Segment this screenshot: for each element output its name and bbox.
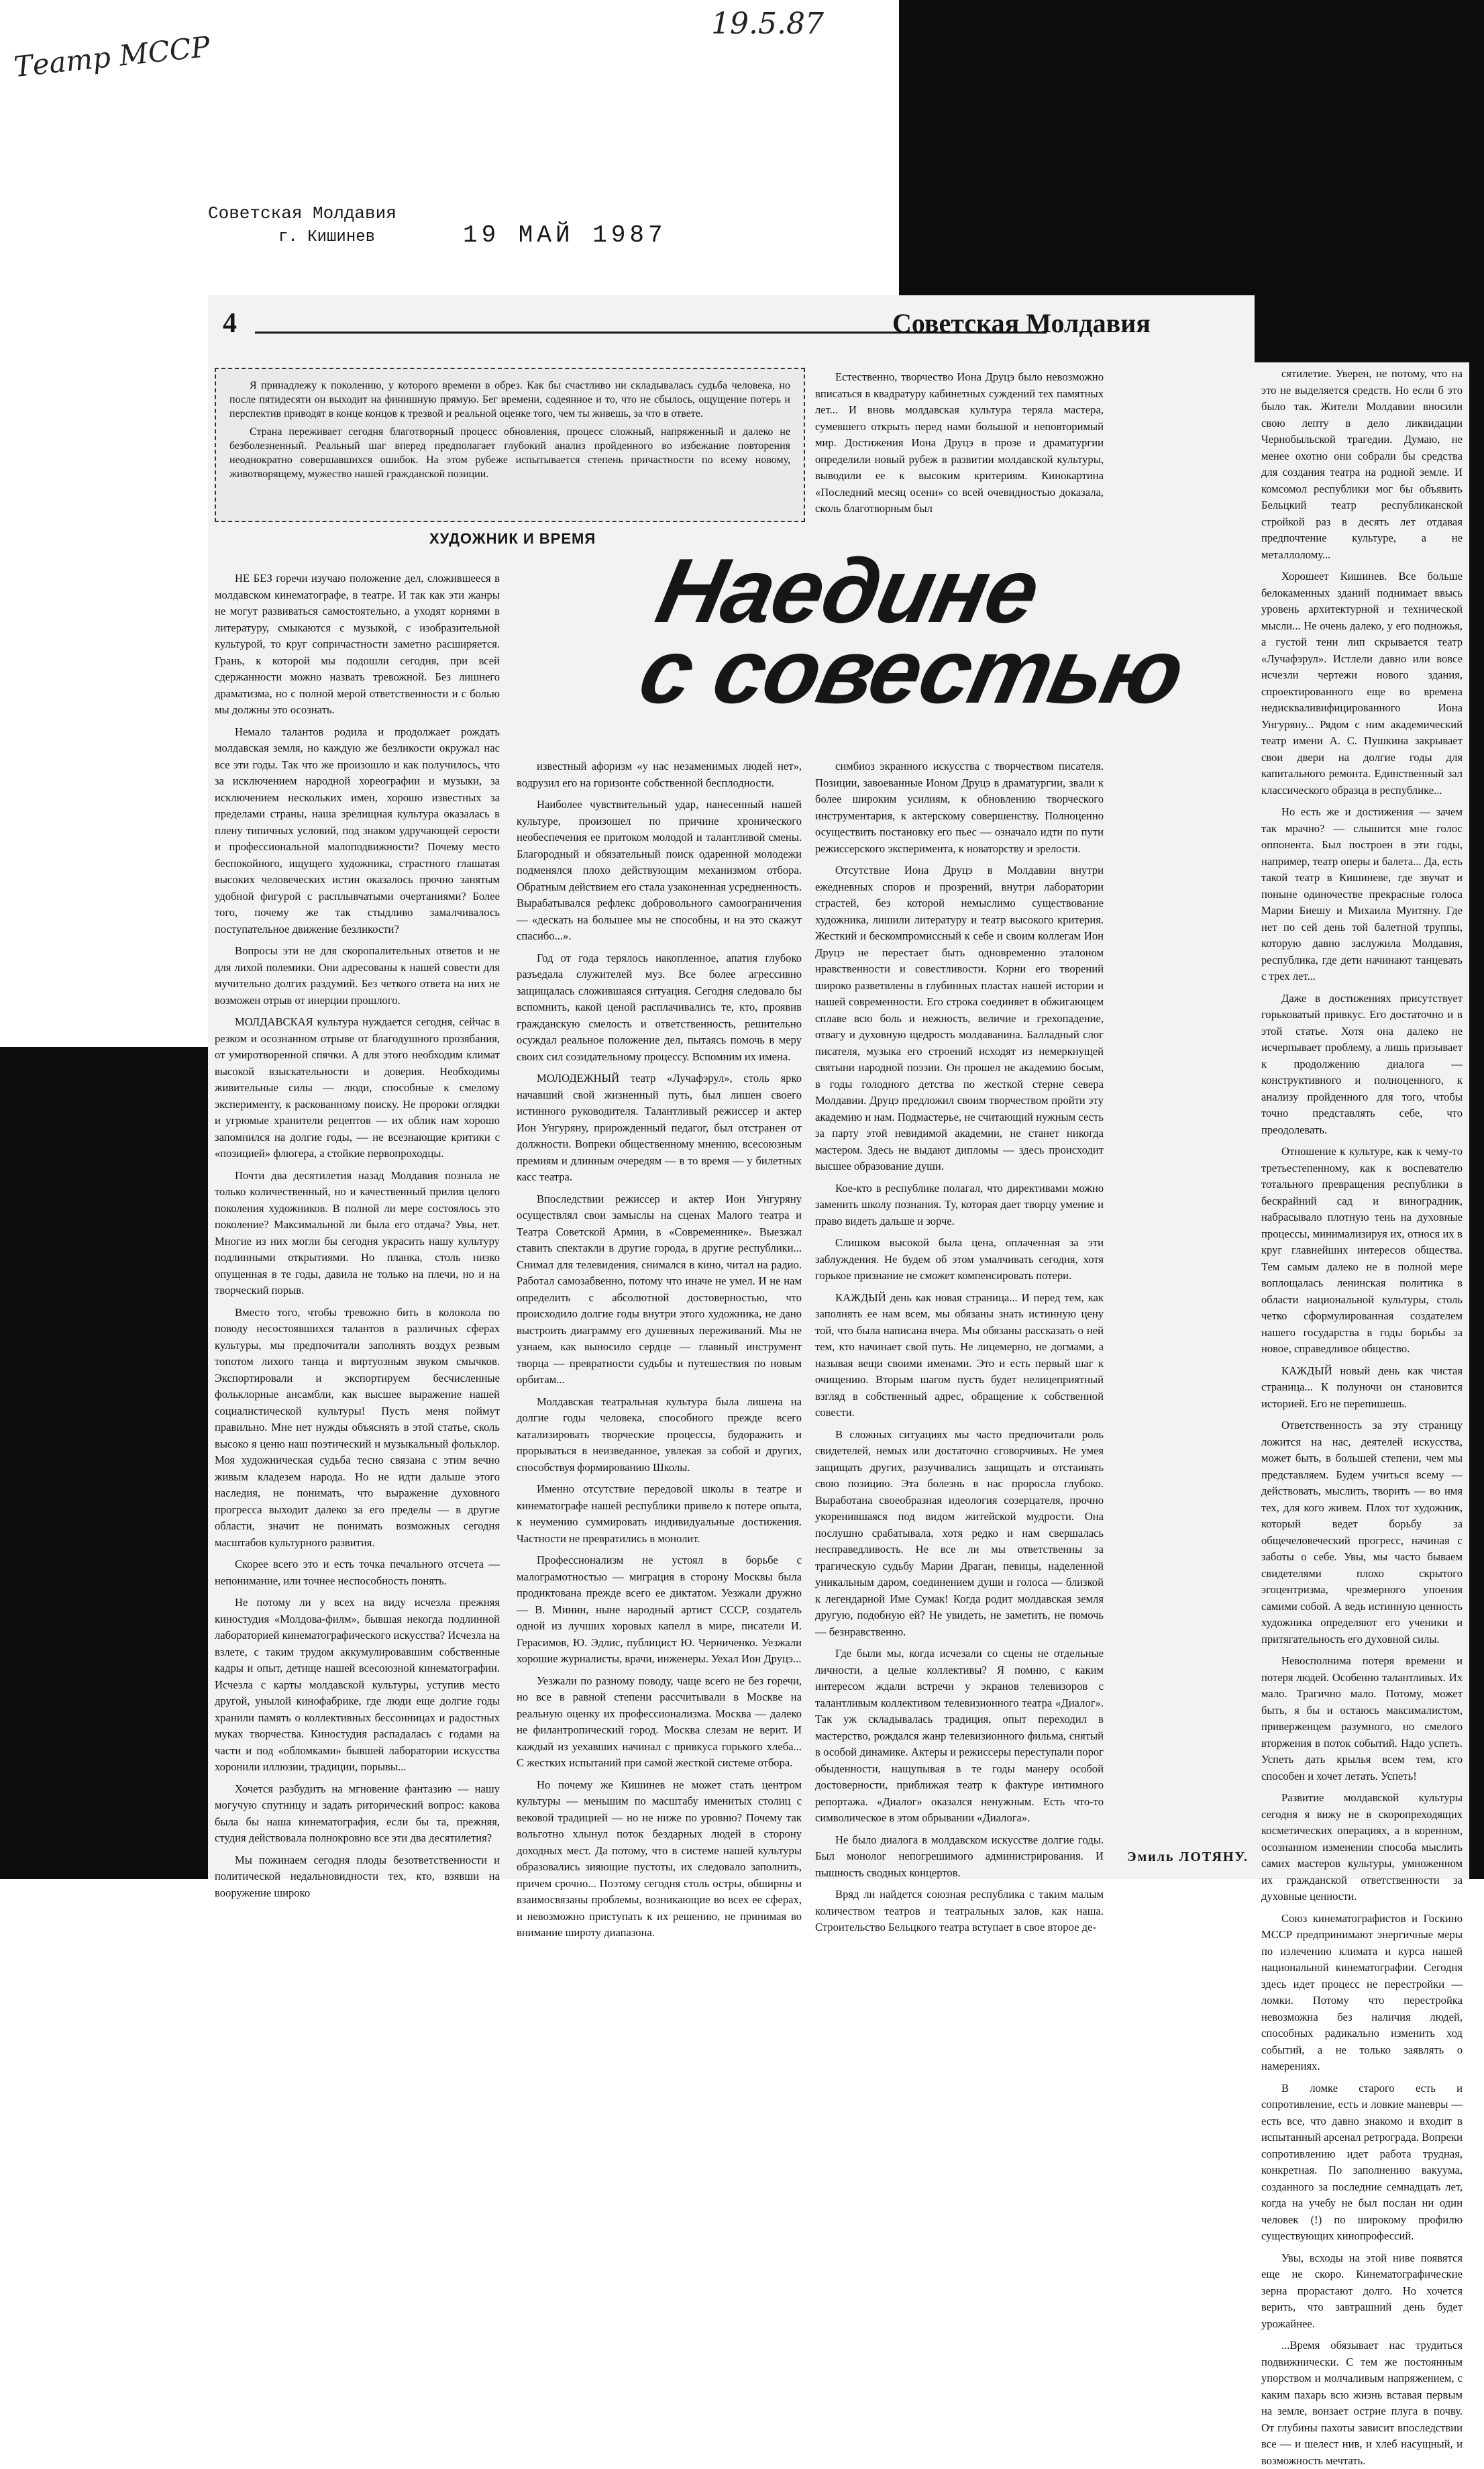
paragraph: Год от года терялось накопленное, апатия глубоко разъедала служителей муз. Все более агрессивно защищалась сложившаяся ситуация. Сегодня следовало бы вспомнить, какой ценой расплачивались те, кто, проявив гражданскую смелость и ответственность, решительно осуждал реальное положение дел, пытаясь помочь в меру своих сил созидательному процессу. Вспомним их имена. [517, 951, 802, 1063]
library-stamp [208, 201, 463, 255]
title-line: с совестью [631, 620, 1192, 722]
column-3 [815, 758, 1104, 1933]
paragraph: Именно отсутствие передовой школы в театре и кинематографе нашей республики привело к потере опыта, к неумению суммировать индивидуальные достижения. Частности не превратились в монолит. [517, 1482, 802, 1545]
paragraph: В ломке старого есть и сопротивление, есть и ловкие маневры — есть все, что давно знакомо и входит в испытанный арсенал ретрограда. Вопреки сопротивлению идет работа трудная, конкретная. По заполнению вакуума, созданного за последние семнадцать лет, когда на учебу не был послан ни один человек (!) по широкому профилю существующих кинопрофессий. [1261, 2081, 1463, 2242]
paragraph: Не потому ли у всех на виду исчезла прежняя киностудия «Молдова-филм», бывшая некогда подлинной лабораторией кинематографического искусства? Исчезла на взлете, с таким трудом аккумулировавшим собственные кадры и опыт, детище нашей всесоюзной кинематографии. Исчезла с карты молдавской культуры, уступив место другой, унылой кинофабрике, где люди еще долгие годы хранили память о коллективных бессонницах и радостных муках творчества. Киностудия распадалась с годами на части и под «обломками» бывшей лаборатории искусства хоронили иллюзии, традиции, порывы... [215, 1596, 500, 1773]
column-1 [215, 570, 500, 1899]
paragraph: Хорошеет Кишинев. Все больше белокаменных зданий поднимает ввысь уровень архитектурной и технической мысли... Не очень далеко, у его подножья, а густой тени лип скрывается театр «Лучафэрул». Истлели давно или вовсе исчезли чертежи нового здания, спроектированного еще во времена недискваливифицированного Иона Унгуряну... Рядом с ним академический театр имени А. С. Пушкина закрывает свои двери на долгие годы для капитального ремонта. Единственный зал классического образца в республике... [1261, 570, 1463, 797]
paragraph: Уезжали по разному поводу, чаще всего не без горечи, но все в равной степени рассчитывали в Москве на реальную оценку их профессионализма. Москва — далеко не филантропический город. Москва слезам не верит. И каждый из уехавших начинал с привкуса горького хлеба... С жестких испытаний при самой жесткой системе отбора. [517, 1674, 802, 1769]
masthead: Советская Молдавия [892, 308, 1151, 338]
paragraph: Мы пожинаем сегодня плоды безответственности и политической недальновидности тех, кто, взявши на вооружение широко [215, 1853, 500, 1899]
newspaper-clipping [208, 295, 1255, 1939]
paragraph: Профессионализм не устоял в борьбе с малограмотностью — миграция в сторону Москвы была продиктована прежде всего ее диктатом. Уезжали дружно — В. Минин, ныне народный артист СССР, создатель одной из лучших хоровых капелл в мире, писатели И. Герасимов, Ю. Эдлис, публицист Ю. Черниченко. Уезжали хорошие журналисты, врачи, инженеры. Уехал Ион Друцэ... [517, 1554, 802, 1665]
paragraph: Где были мы, когда исчезали со сцены не отдельные личности, а целые коллективы? Я помню, с каким интересом ждали встречи у экранов телевизоров с талантливым коллективом телевизионного театра «Диалог». Так уж складывалась традиция, опыт переходил в мастерство, рождался жанр телевизионного фильма, снятый в особой динамике. Актеры и режиссеры переступали порог обыденности, нащупывая в те годы манеру особой достоверности, приближая театр к фактуре интимного репортажа. «Диалог» оказался ненужным. Есть что-то символическое в этом обрывании «Диалога». [815, 1647, 1104, 1824]
intro-paragraph: Страна переживает сегодня благотворный процесс обновления, процесс сложный, напряженный и далеко не безболезненный. Реальный шаг вперед предполагает глубокий анализ пройденного во избежание повторения неоднократно совершавшихся ошибок. На этом рубеже испытывается степень причастности по всему новому, животворящему, мужество нашей гражданской позиции. [229, 426, 790, 480]
column-3-top [815, 369, 1104, 544]
paragraph: Вряд ли найдется союзная республика с таким малым количеством театров и театральных залов, как наша. Строительство Бельцкого театра вступает в свое второе де- [815, 1888, 1104, 1933]
archive-note: Театр МССР [12, 30, 212, 84]
paragraph: Немало талантов родила и продолжает рождать молдавская земля, но каждую же безликости окружал нас все эти годы. Так что же произошло и как получилось, что за исключением народной хореографии и музыки, за исключением нескольких имен, хорошо известных за пределами страны, наша зрелищная культура оказалась в плену типичных условий, под знаком удручающей серости и профессиональной малоподвижности? Почему место беспокойного, ищущего художника, страстного глашатая высоких человеческих истин оказалось прочно занятым удобной фигурой с расплывчатыми очертаниями? Более того, почему же так стыдливо замалчивалось поступательное движение безликости? [215, 725, 500, 936]
paragraph: симбиоз экранного искусства с творчеством писателя. Позиции, завоеванные Ионом Друцэ в драматургии, звали к более широким усилиям, к обновлению творческого инструментария, к актерскому совершенству. Полноценно осуществить постановку его пьес — означало идти по пути режиссерского эксперимента, к новаторству и зрелости. [815, 760, 1104, 855]
intro-paragraph: Я принадлежу к поколению, у которого времени в обрез. Как бы счастливо ни складывалась судьба человека, но после пятидесяти он выходит на финишную прямую. Бег времени, содеянное и то, что не сбылось, ощущение потерь и перспектив приводят в конце концов к трезвой и реальной оценке того, чем ты живешь, за что в ответе. [229, 380, 790, 419]
paragraph: Скорее всего это и есть точка печального отсчета — непонимание, или точнее неспособность понять. [215, 1558, 500, 1587]
paragraph: Отсутствие Иона Друцэ в Молдавии внутри ежедневных споров и прозрений, внутри лаборатории страстей, без которой немыслимо существование художника, лишили литературу и театр высокого критерия. Жесткий и бескомпромиссный к себе и своим коллегам Ион Друцэ не перестает быть одновременно эталоном нравственности и совестливости. Корни его творений широко разветвлены в глубинных пластах нашей истории и нашей современности. Его строка соединяет в обжигающем сплаве всю боль и нежность, величие и грехопадение, отвагу и духовную щедрость молдаванина. Балладный слог писателя, музыка его строений исходят из немеркнущей святыни народной поэзии. Он прошел не академию босым, в годы голодного детства по жесткой стерне севера Молдавии. Друцэ предложил своим творчеством пройти эту академию и нам. Подмастерье, не считающий нужным сесть за парту этой невидимой академии, не станет никогда мастером. Здесь не выдают дипломы — здесь происходит высшее образование души. [815, 864, 1104, 1172]
article-title [631, 540, 1206, 722]
paragraph: Вопросы эти не для скоропалительных ответов и не для лихой полемики. Они адресованы к нашей совести для мучительно долгих раздумий. Без четкого ответа на них не возможен отрыв от инерции прошлого. [215, 944, 500, 1007]
paragraph: Наиболее чувствительный удар, нанесенный нашей культуре, произошел по причине хронического необеспечения ее притоком молодой и талантливой смены. Благородный и обязательный поиск одаренной молодежи подменялся плохо действующим механизмом отбора. Обратным действием его стала узаконенная усредненность. Вырабатывался рефлекс добровольного самоограничения — «дескать на большее мы не способны, и на это скажут спасибо...». [517, 798, 802, 942]
paragraph: НЕ БЕЗ горечи изучаю положение дел, сложившееся в молдавском кинематографе, в театре. И так как эти жанры не могут развиваться самостоятельно, а уходят корнями в литературу, смыкаются с музыкой, с изобразительной культурой, то круг сопричастности заметно расширяется. Грань, к которой мы подошли сегодня, при всей сдержанности можно назвать тревожной. Без лишнего драматизма, но с полной мерой ответственности и с болью мы должны это осознать. [215, 572, 500, 716]
black-area-right-strip [1469, 362, 1484, 1879]
paragraph: КАЖДЫЙ день как новая страница... И перед тем, как заполнять ее нам всем, мы обязаны знать истинную цену той, что была написана вчера. Мы обязаны рассказать о ней тем, кто начинает свой путь. Не лицемерно, не догмами, а называя вещи своими именами. Это и есть первый шаг к очищению. Вторым шагом пусть будет нелицеприятный взгляд в собственный адрес, обращение к собственной совести. [815, 1291, 1104, 1419]
paragraph: Развитие молдавской культуры сегодня я вижу не в скоропреходящих косметических операциях, а в коренном, осознанном изменении способа мыслить самих мастеров культуры, умноженном их гражданской ответственности за духовные ценности. [1261, 1791, 1463, 1903]
paragraph: В сложных ситуациях мы часто предпочитали роль свидетелей, немых или достаточно сговорчивых. Не умея защищать других, разучивались защищать и отстаивать свою позицию. Эта болезнь в нас проросла глубоко. Выработана своеобразная идеология созерцателя, прочно укоренившаяся под видом житейской мудрости. Она послушно срабатывала, хотя редко и нам свершалась несправедливость. Не все ли мы ответственны за трагическую судьбу Марии Драган, певицы, наделенной уникальным даром, соединением души и голоса — близкой к легендарной Име Сумак! Когда родит молдавская земля другую, подобную ей? Не увидеть, не заметить, не помочь — безнравственно. [815, 1427, 1104, 1638]
paragraph: Невосполнима потеря времени и потеря людей. Особенно талантливых. Их мало. Трагично мало. Потому, может быть, я бы и остаюсь максималистом, приверженцем разумного, но смелого вторжения в поток событий. Надо успеть. Успеть дать крылья всем тем, кто способен и хочет летать. Успеть! [1261, 1654, 1463, 1782]
stamp-paper: Советская Молдавия [208, 203, 396, 223]
paragraph: Хочется разбудить на мгновение фантазию — нашу могучую спутницу и задать риторический вопрос: какова была бы наша кинематография, если бы та, прежняя, студия действовала полнокровно все эти два десятилетия? [215, 1782, 500, 1844]
paragraph: Впоследствии режиссер и актер Ион Унгуряну осуществлял свои замыслы на сценах Малого театра и Театра Советской Армии, в «Современнике». Выезжал ставить спектакли в другие города, в другие республики... Снимал для телевидения, снимался в кино, читал на радио. Работал самозабвенно, потому что иначе не умел. И не нам определить с абсолютной достоверностью, что происходило долгие годы внутри этого художника, не дано выстроить диаграмму его душевных переживаний. Мы не узнаем, как выносило сердце — главный инструмент творца — превратности судьбы и путешествия по новым орбитам... [517, 1192, 802, 1386]
title-line: Наедине [648, 540, 1047, 642]
column-4 [1261, 366, 1463, 2467]
paragraph: Но почему же Кишинев не может стать центром культуры — меньшим по масштабу именитых столиц с вековой традицией — но не ниже по уровню? Почему так вольготно хлынул поток бездарных людей в сторону доходных мест. Да потому, что в системе нашей культуры образовались зияющие пустоты, их следовало заполнить, причем срочно... Поэтому сегодня столь остры, обширны и взаимосвязаны проблемы, возникающие во всех ее сферах, и невозможно приступать к их решению, не принимая во внимание широту диапазона. [517, 1778, 802, 1939]
top-mark: 19.5.87 [711, 7, 824, 41]
paragraph: Союз кинематографистов и Госкино МССР предпринимают энергичные меры по излечению климата и курса нашей национальной кинематографии. Сегодня здесь идет процесс не перестройки — ломки. Потому что перестройка невозможна без наличия людей, способных радикально изменить ход событий, а не только заявлять о намерениях. [1261, 1911, 1463, 2072]
paragraph: Не было диалога в молдавском искусстве долгие годы. Был монолог непогрешимого администрирования. И пышность сводных концертов. [815, 1833, 1104, 1879]
paragraph: сятилетие. Уверен, не потому, что на это не выделяется средств. Но если б это было так. Жители Молдавии вносили свою лепту в дело ликвидации Чернобыльской трагедии. Думаю, не менее охотно они собрали бы средства для создания театра на родной земле. И комсомол республики мог бы объявить Бельцкий театр республиканской стройкой раз в десять лет отдавая предпочтение культуре, а не металлолому... [1261, 367, 1463, 561]
page-header [208, 307, 1255, 339]
black-area-left [0, 1047, 208, 1879]
paragraph: Увы, всходы на этой ниве появятся еще не скоро. Кинематографические зерна прорастают долго. Но хочется верить, что завтрашний день будет урожайнее. [1261, 2251, 1463, 2330]
paragraph: Отношение к культуре, как к чему-то третьестепенному, как к воспевателю тотального превращения республики в бескрайний сад и виноградник, набрасывало плотную тень на духовные процессы, минимализируя их, относя их в круг главнейших интересов общества. Тем самым далеко не в полной мере воплощалась ленинская политика в области национальной культуры, столь четко сформулированная создателем нашего государства в годы борьбы за новое, справедливое общество. [1261, 1145, 1463, 1355]
paragraph: Ответственность за эту страницу ложится на нас, деятелей искусства, может быть, в большей степени, чем мы представляем. Будем учиться всему — действовать, мыслить, творить — во имя тех, для кого живем. Плох тот художник, который ведет борьбу за общечеловеческий прогресс, начиная с заботы о себе. Увы, мы часто бываем свидетелями плохо скрытого эгоцентризма, чрезмерного упоения самими собой. А ведь истинную ценность художника определяют его ученики и притягательность его духовной силы. [1261, 1419, 1463, 1646]
paragraph: Но есть же и достижения — зачем так мрачно? — слышится мне голос оппонента. Был построен в эти годы, например, театр оперы и балета... Да, есть такой театр в Кишиневе, где звучат и поныне одиночестве прекрасные голоса Марии Биешу и Михаила Мунтяну. Где нет по сей день той балетной труппы, которую давно заслужила Молдавия, республика, где дети начинают танцевать с трех лет... [1261, 805, 1463, 982]
paragraph: Почти два десятилетия назад Молдавия познала не только количественный, но и качественный прилив целого поколения художников. В полной ли мере состоялось это поколение? Максимальной ли была его отдача? Увы, нет. Многие из них могли бы сегодня украсить нашу культуру подлинными открытиями. Но планка, столь низко опущенная в те годы, давила не только на плечи, но и на творческий порыв. [215, 1168, 500, 1297]
column-2 [517, 758, 802, 1939]
paragraph: Вместо того, чтобы тревожно бить в колокола по поводу несостоявшихся талантов в различных сферах культуры, мы предпочитали заполнять воздух резвым топотом лихого танца и виртуозным звуком смычков. Экспортировали и экспортируем бесчисленные фольклорные ансамбли, как высшее выражение нашей социалистической культуры! Пусть меня поймут правильно. Мне нет нужды объяснять в этой статье, сколь высоко я ценю наш поэтический и музыкальный фольклор. Моя художническая судьба тесно связана с этим вечно живым кладезем народа. Но не идти дальше этого наследия, не понимать, что выражение духовного прогресса выходит далеко за его пределы — в другие области, значит не понимать возможных сегодня масштабов культурного развития. [215, 1305, 500, 1549]
stamp-city: г. Кишинев [278, 228, 376, 246]
paragraph: Даже в достижениях присутствует горьковатый привкус. Его достаточно и в этой статье. Хотя она далеко не исчерпывает проблему, а лишь призывает к продолжению диалога — конструктивного и полноценного, к анализу пройденного для того, чтобы точно представлять себе, что преодолевать. [1261, 991, 1463, 1136]
stamp-date: 19 МАЙ 1987 [463, 221, 667, 249]
paragraph: МОЛОДЕЖНЫЙ театр «Лучафэрул», столь ярко начавший свой жизненный путь, был лишен своего истинного руководителя. Талантливый режиссер и актер Ион Унгуряну, прирожденный педагог, был отстранен от должности. Вопреки общественному мнению, всесоюзным премиям и длинным очередям — в то время — у билетных касс театра. [517, 1072, 802, 1183]
paragraph: известный афоризм «у нас незаменимых людей нет», водрузил его на горизонте собственной бесплодности. [517, 760, 802, 789]
intro-box [215, 368, 805, 522]
author-signature: Эмиль ЛОТЯНУ. [1127, 1850, 1249, 1864]
paragraph: Кое-кто в республике полагал, что директивами можно заменить школу познания. Ту, которая дает творцу умение и право видеть дальше и зорче. [815, 1181, 1104, 1227]
paragraph: КАЖДЫЙ новый день как чистая страница... К полуночи он становится историей. Его не перепишешь. [1261, 1364, 1463, 1410]
paragraph: Молдавская театральная культура была лишена на долгие годы человека, способного прежде всего катализировать творческие процессы, будоражить и прорываться в неизведанное, увлекая за собой и других, способствуя формированию Школы. [517, 1395, 802, 1474]
newspaper-clipping-right [1255, 362, 1469, 2467]
paragraph: Естественно, творчество Иона Друцэ было невозможно вписаться в квадратуру кабинетных суждений тех памятных лет... И вновь молдавская культура теряла мастера, сумевшего открыть перед нами большой и неповторимый мир. Достижения Иона Друцэ в прозе и драматургии определили новый рубеж в развитии молдавской культуры, выводили ее к высоким критериям. Кинокартина «Последний месяц осени» со всей очевидностью доказала, сколь благотворным был [815, 370, 1104, 515]
paragraph: МОЛДАВСКАЯ культура нуждается сегодня, сейчас в резком и осознанном отрыве от благодушного прозябания, от умиротворенной спячки. А для этого необходим климат высокой взыскательности и доверия. Необходимы живительные силы — люди, способные к смелому эксперименту, к раскованному поиску. Не пророки оглядки и угрюмые хранители рецептов — их облик нам хорошо запомнился на долгие годы, — не всезнающие критики с «позицией» флюгера, а стойкие первопроходцы. [215, 1015, 500, 1160]
paragraph: ...Время обязывает нас трудиться подвижнически. С тем же постоянным упорством и молчаливым напряжением, с каким пахарь всю жизнь вставая первым на земле, вонзает острие плуга в почву. От глубины пахоты зависит впоследствии все — и шелест нив, и хлеб насущный, и возможность мечтать. [1261, 2339, 1463, 2467]
page-number: 4 [223, 308, 237, 339]
rubric: ХУДОЖНИК И ВРЕМЯ [429, 530, 596, 547]
paragraph: Слишком высокой была цена, оплаченная за эти заблуждения. Не будем об этом умалчивать сегодня, хотя горькое признание не сможет компенсировать потери. [815, 1236, 1104, 1282]
